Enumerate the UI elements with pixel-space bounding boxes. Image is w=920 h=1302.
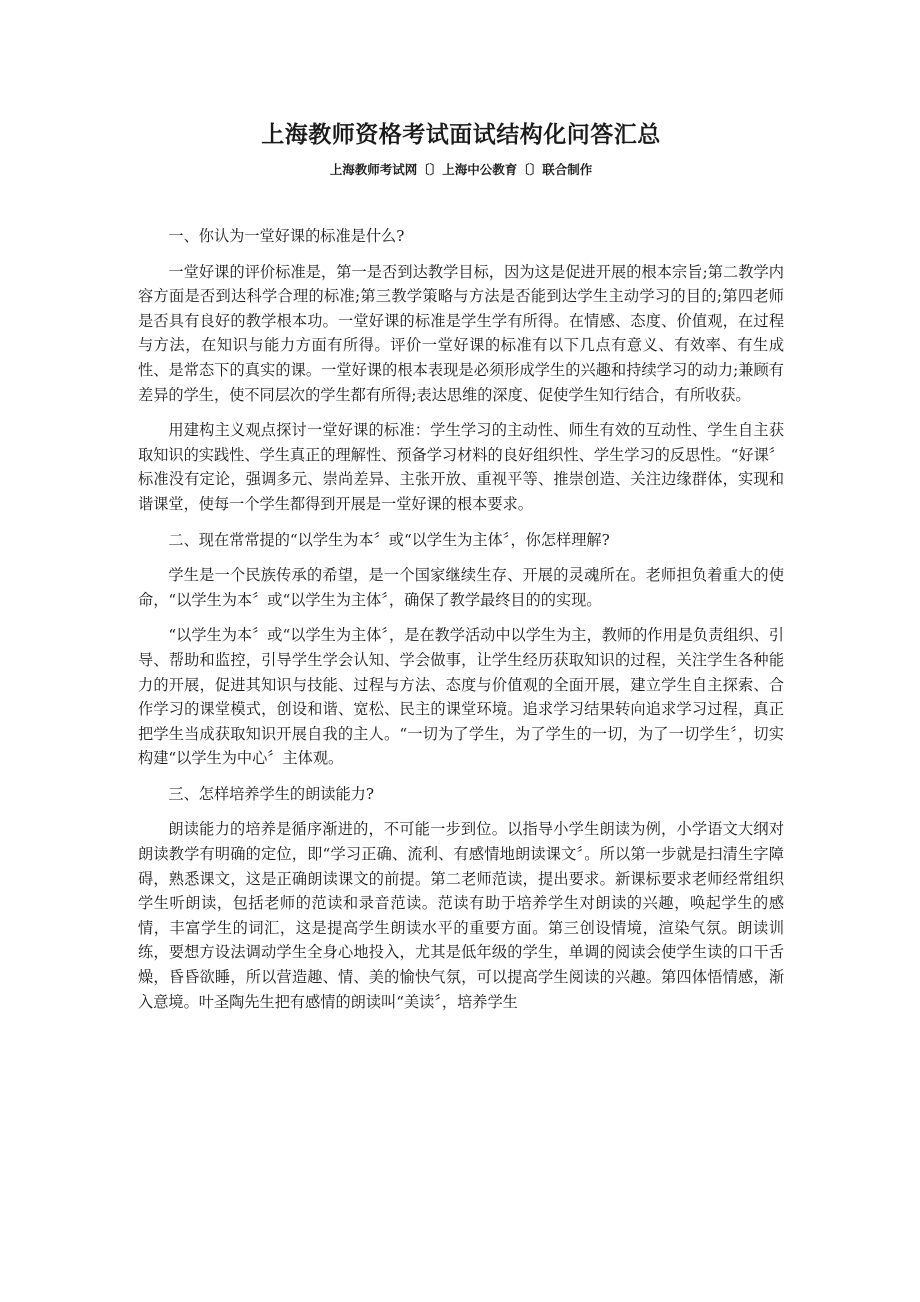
answer-paragraph: 一堂好课的评价标准是，第一是否到达教学目标，因为这是促进开展的根本宗旨;第二教学内容方面是否到达科学合理的标准;第三教学策略与方法是否能到达学生主动学习的目的;第四老师是否具有良好的教学根本功。一堂好课的标准是学生学有所得。在情感、态度、价值观，在过程与方法，在知识与能力方面有所得。评价一堂好课的标准有以下几点有意义、有效率、有生成性、是常态下的真实的课。一堂好课的根本表现是必须形成学生的兴趣和持续学习的动力;兼顾有差异的学生，使不同层次的学生都有所得;表达思维的深度、促使学生知行结合，有所收获。: [138, 262, 784, 404]
question-heading: 一、你认为一堂好课的标准是什么?: [168, 227, 405, 245]
answer-paragraph: 学生是一个民族传承的希望，是一个国家继续生存、开展的灵魂所在。老师担负着重大的使命，“以学生为本〞或“以学生为主体〞，确保了教学最终目的的实现。: [138, 566, 784, 609]
document-title: 上海教师资格考试面试结构化问答汇总: [261, 122, 661, 148]
answer-paragraph: “以学生为本〞或“以学生为主体〞，是在教学活动中以学生为主，教师的作用是负责组织、引导、帮助和监控，引导学生学会认知、学会做事，让学生经历获取知识的过程，关注学生各种能力的开展，促进其知识与技能、过程与方法、态度与价值观的全面开展，建立学生自主探索、合作学习的课堂模式，创设和谐、宽松、民主的课堂环境。追求学习结果转向追求学习过程，真正把学生当成获取知识开展自我的主人。“一切为了学生，为了学生的一切，为了一切学生〞，切实构建“以学生为中心〞主体观。: [138, 626, 784, 768]
answer-paragraph: 用建构主义观点探讨一堂好课的标准：学生学习的主动性、师生有效的互动性、学生自主获取知识的实践性、学生真正的理解性、预备学习材料的良好组织性、学生学习的反思性。“好课〞标准没有定论，强调多元、崇尚差异、主张开放、重视平等、推崇创造、关注边缘群体，实现和谐课堂，使每一个学生都得到开展是一堂好课的根本要求。: [138, 421, 784, 513]
answer-paragraph: 朗读能力的培养是循序渐进的，不可能一步到位。以指导小学生朗读为例，小学语文大纲对朗读教学有明确的定位，即“学习正确、流利、有感情地朗读课文〞。所以第一步就是扫清生字障碍，熟悉课文，这是正确朗读课文的前提。第二老师范读，提出要求。新课标要求老师经常组织学生听朗读，包括老师的范读和录音范读。范读有助于培养学生对朗读的兴趣，唤起学生的感情，丰富学生的词汇，这是提高学生朗读水平的重要方面。第三创设情境，渲染气氛。朗读训练，要想方设法调动学生全身心地投入，尤其是低年级的学生，单调的阅读会使学生读的口干舌燥，昏昏欲睡，所以营造趣、情、美的愉快气氛，可以提高学生阅读的兴趣。第四体悟情感，渐入意境。叶圣陶先生把有感情的朗读叫“美读〞，培养学生: [138, 820, 784, 1011]
document-subtitle: 上海教师考试网〔〕上海中公教育〔〕联合制作: [329, 162, 593, 177]
question-heading: 三、怎样培养学生的朗读能力?: [168, 784, 374, 803]
question-heading: 二、现在常常提的“以学生为本〞或“以学生为主体〞，你怎样理解?: [168, 530, 610, 549]
document-body: [138, 224, 784, 1014]
document-page: [138, 118, 784, 1025]
